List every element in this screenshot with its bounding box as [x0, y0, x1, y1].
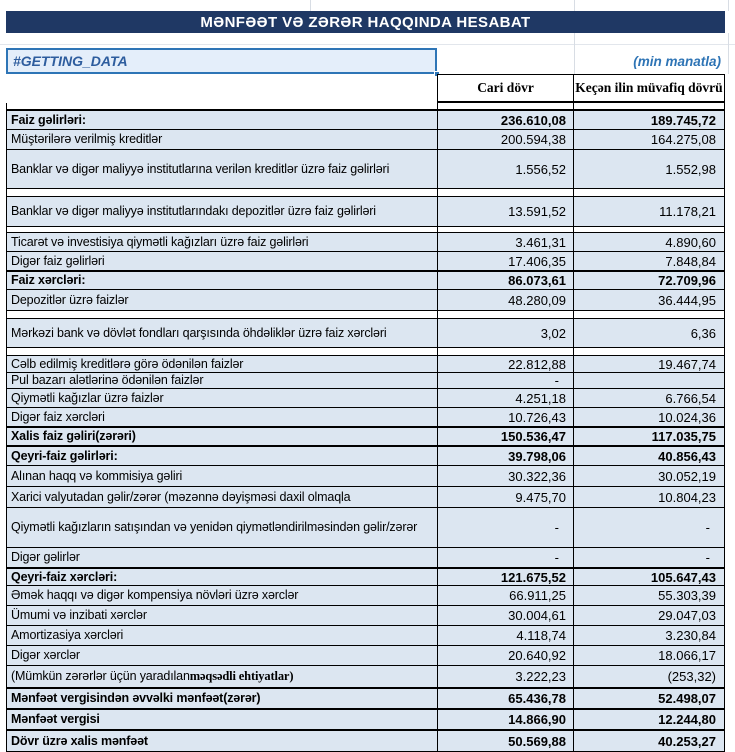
- current-period-value[interactable]: 4.251,18: [437, 389, 573, 407]
- table-row: [6, 567, 725, 585]
- current-period-value[interactable]: 30.322,36: [437, 466, 573, 486]
- row-label[interactable]: Müştərilərə verilmiş kreditlər: [6, 130, 437, 149]
- current-period-value: [437, 348, 573, 355]
- table-row: [6, 149, 725, 188]
- row-label[interactable]: Mənfəət vergisindən əvvəlki mənfəət(zərər): [6, 689, 437, 708]
- current-period-value: [437, 103, 573, 109]
- row-label[interactable]: Digər faiz gəlirləri: [6, 252, 437, 270]
- row-label[interactable]: Digər faiz xərcləri: [6, 408, 437, 426]
- current-period-value[interactable]: -: [437, 373, 573, 388]
- row-label[interactable]: Qeyri-faiz gəlirləri:: [6, 447, 437, 465]
- report-title[interactable]: MƏNFƏƏT VƏ ZƏRƏR HAQQINDA HESABAT: [6, 11, 725, 33]
- table-row: [6, 270, 725, 289]
- current-period-value: [437, 189, 573, 196]
- table-row: [6, 486, 725, 507]
- previous-period-value[interactable]: 1.552,98: [573, 150, 725, 188]
- getting-data-cell[interactable]: #GETTING_DATA: [6, 48, 437, 74]
- row-label[interactable]: Depozitlər üzrə faizlər: [6, 290, 437, 310]
- row-label[interactable]: Faiz gəlirləri:: [6, 111, 437, 129]
- row-label: [6, 348, 437, 355]
- current-period-value[interactable]: 3.461,31: [437, 233, 573, 251]
- previous-period-value[interactable]: 11.178,21: [573, 197, 725, 226]
- row-label[interactable]: Mənfəət vergisi: [6, 710, 437, 729]
- row-label[interactable]: Xarici valyutadan gəlir/zərər (məzənnə dəyişməsi daxil olmaqla: [6, 487, 437, 507]
- row-label[interactable]: Digər xərclər: [6, 646, 437, 665]
- table-row: [6, 109, 725, 129]
- current-period-value[interactable]: 4.118,74: [437, 626, 573, 645]
- previous-period-value[interactable]: 7.848,84: [573, 252, 725, 270]
- current-period-value[interactable]: 48.280,09: [437, 290, 573, 310]
- spacer-row: [6, 188, 725, 196]
- current-period-value[interactable]: 10.726,43: [437, 408, 573, 426]
- row-label[interactable]: Amortizasiya xərcləri: [6, 626, 437, 645]
- current-period-value: [437, 227, 573, 232]
- row-label[interactable]: Digər gəlirlər: [6, 548, 437, 567]
- previous-period-value: [573, 348, 725, 355]
- table-row: [6, 729, 725, 751]
- gridline: [728, 0, 729, 11]
- row-label[interactable]: Qiymətli kağızların satışından və yenidən qiymətləndirilməsindən gəlir/zərər: [6, 508, 437, 547]
- current-period-value[interactable]: -: [437, 548, 573, 567]
- current-period-value[interactable]: 3.222,23: [437, 666, 573, 687]
- unit-note: (min manatla): [633, 53, 721, 69]
- previous-period-value[interactable]: 4.890,60: [573, 233, 725, 251]
- previous-period-value[interactable]: 18.066,17: [573, 646, 725, 665]
- table-row: [6, 687, 725, 708]
- previous-period-value: [573, 311, 725, 318]
- previous-period-value[interactable]: 36.444,95: [573, 290, 725, 310]
- row-label[interactable]: Qiymətli kağızlar üzrə faizlər: [6, 389, 437, 407]
- current-period-value[interactable]: 9.475,70: [437, 487, 573, 507]
- column-header-previous[interactable]: Keçən ilin müvafiq dövrü: [573, 74, 725, 103]
- header-row: [6, 74, 725, 103]
- table-row: [6, 507, 725, 547]
- current-period-value: [437, 311, 573, 318]
- table-row: [6, 232, 725, 251]
- table-row: [6, 445, 725, 465]
- previous-period-value: [573, 189, 725, 196]
- table-row: [6, 372, 725, 388]
- previous-period-value[interactable]: 40.856,43: [573, 447, 725, 465]
- spacer-row: [6, 226, 725, 232]
- current-period-value[interactable]: 20.640,92: [437, 646, 573, 665]
- current-period-value[interactable]: 66.911,25: [437, 586, 573, 605]
- row-label[interactable]: Ticarət və investisiya qiymətli kağızları üzrə faiz gəlirləri: [6, 233, 437, 251]
- current-period-value[interactable]: 236.610,08: [437, 111, 573, 129]
- current-period-value[interactable]: 13.591,52: [437, 197, 573, 226]
- table-row: [6, 196, 725, 226]
- table-row: [6, 665, 725, 687]
- row-label[interactable]: Banklar və digər maliyyə institutlarındakı depozitlər üzrə faiz gəlirləri: [6, 197, 437, 226]
- previous-period-value[interactable]: 72.709,96: [573, 272, 725, 289]
- gridline: [0, 44, 735, 45]
- previous-period-value[interactable]: 3.230,84: [573, 626, 725, 645]
- previous-period-value[interactable]: 10.804,23: [573, 487, 725, 507]
- spacer-row: [6, 347, 725, 355]
- previous-period-value[interactable]: -: [573, 548, 725, 567]
- current-period-value[interactable]: 200.594,38: [437, 130, 573, 149]
- gridline: [728, 33, 729, 74]
- current-period-value[interactable]: 30.004,61: [437, 606, 573, 625]
- row-label[interactable]: Mərkəzi bank və dövlət fondları qarşısında öhdəliklər üzrə faiz xərcləri: [6, 319, 437, 347]
- table-row: [6, 388, 725, 407]
- previous-period-value[interactable]: 12.244,80: [573, 710, 725, 729]
- previous-period-value[interactable]: 30.052,19: [573, 466, 725, 486]
- table-row: [6, 585, 725, 605]
- current-period-value[interactable]: 17.406,35: [437, 252, 573, 270]
- previous-period-value[interactable]: 189.745,72: [573, 111, 725, 129]
- table-row: [6, 605, 725, 625]
- row-label[interactable]: (Mümkün zərərlər üçün yaradılan məqsədli ehtiyatlar): [6, 666, 437, 687]
- row-label[interactable]: Qeyri-faiz xərcləri:: [6, 569, 437, 585]
- table-row: [6, 426, 725, 445]
- previous-period-value[interactable]: 29.047,03: [573, 606, 725, 625]
- current-period-value[interactable]: 121.675,52: [437, 569, 573, 585]
- table-row: [6, 465, 725, 486]
- table-row: [6, 318, 725, 347]
- row-label: [6, 227, 437, 232]
- row-label[interactable]: Dövr üzrə xalis mənfəət: [6, 731, 437, 751]
- row-label: [6, 189, 437, 196]
- row-label: [6, 311, 437, 318]
- previous-period-value[interactable]: 6.766,54: [573, 389, 725, 407]
- previous-period-value[interactable]: -: [573, 508, 725, 547]
- row-label: [6, 103, 437, 109]
- previous-period-value[interactable]: 105.647,43: [573, 569, 725, 585]
- current-period-value[interactable]: -: [437, 508, 573, 547]
- previous-period-value[interactable]: 10.024,36: [573, 408, 725, 426]
- gridline: [574, 0, 575, 11]
- table-row: [6, 547, 725, 567]
- table-row: [6, 355, 725, 372]
- gridline: [310, 0, 311, 11]
- row-label[interactable]: Banklar və digər maliyyə institutlarına verilən kreditlər üzrə faiz gəlirləri: [6, 150, 437, 188]
- row-label[interactable]: Pul bazarı alətlərinə ödənilən faizlər: [6, 373, 437, 388]
- table-rows: [6, 103, 725, 752]
- previous-period-value: [573, 103, 725, 109]
- previous-period-value[interactable]: 164.275,08: [573, 130, 725, 149]
- current-period-value[interactable]: 150.536,47: [437, 428, 573, 445]
- previous-period-value[interactable]: 52.498,07: [573, 689, 725, 708]
- previous-period-value[interactable]: 117.035,75: [573, 428, 725, 445]
- current-period-value[interactable]: 86.073,61: [437, 272, 573, 289]
- table-row: [6, 645, 725, 665]
- previous-period-value[interactable]: (253,32): [573, 666, 725, 687]
- current-period-value[interactable]: 39.798,06: [437, 447, 573, 465]
- table-row: [6, 251, 725, 270]
- row-label[interactable]: Alınan haqq və kommisiya gəliri: [6, 466, 437, 486]
- row-label[interactable]: Faiz xərcləri:: [6, 272, 437, 289]
- row-label[interactable]: Ümumi və inzibati xərclər: [6, 606, 437, 625]
- current-period-value[interactable]: 3,02: [437, 319, 573, 347]
- table-row: [6, 129, 725, 149]
- row-label[interactable]: Əmək haqqı və digər kompensiya növləri üzrə xərclər: [6, 586, 437, 605]
- pnl-table: [6, 74, 725, 752]
- current-period-value[interactable]: 22.812,88: [437, 356, 573, 372]
- column-header-current[interactable]: Cari dövr: [437, 74, 573, 103]
- current-period-value[interactable]: 65.436,78: [437, 689, 573, 708]
- table-row: [6, 708, 725, 729]
- previous-period-value[interactable]: [573, 373, 725, 388]
- row-label[interactable]: Cəlb edilmiş kreditlərə görə ödənilən faizlər: [6, 356, 437, 372]
- current-period-value[interactable]: 50.569,88: [437, 731, 573, 751]
- previous-period-value: [573, 227, 725, 232]
- previous-period-value[interactable]: 6,36: [573, 319, 725, 347]
- row-label[interactable]: Xalis faiz gəliri(zərəri): [6, 428, 437, 445]
- spacer-row: [6, 103, 725, 109]
- table-row: [6, 625, 725, 645]
- table-row: [6, 407, 725, 426]
- table-row: [6, 289, 725, 310]
- current-period-value[interactable]: 14.866,90: [437, 710, 573, 729]
- spacer-row: [6, 310, 725, 318]
- current-period-value[interactable]: 1.556,52: [437, 150, 573, 188]
- previous-period-value[interactable]: 40.253,27: [573, 731, 725, 751]
- previous-period-value[interactable]: 55.303,39: [573, 586, 725, 605]
- header-label-cell[interactable]: [6, 74, 437, 103]
- previous-period-value[interactable]: 19.467,74: [573, 356, 725, 372]
